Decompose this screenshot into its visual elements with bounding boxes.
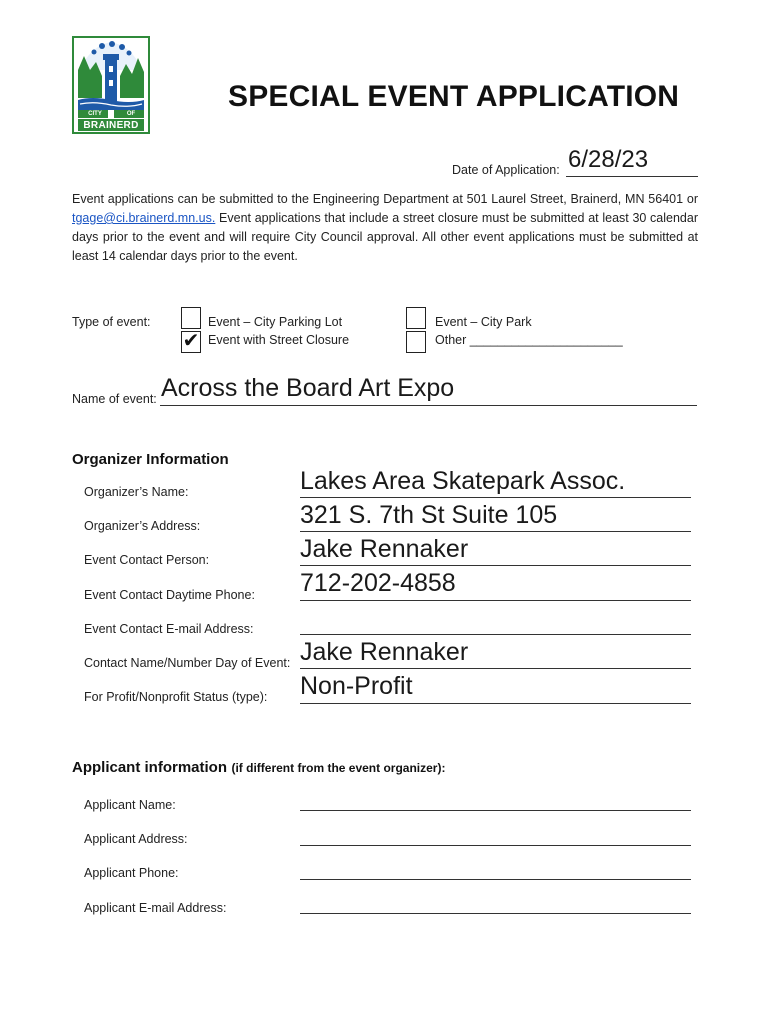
street-closure-option-label: Event with Street Closure — [208, 333, 350, 347]
applicant-phone-line — [300, 879, 691, 880]
event-contact-person-value[interactable]: Jake Rennaker — [300, 535, 469, 563]
email-link[interactable]: tgage@ci.brainerd.mn.us. — [72, 211, 216, 225]
profit-status-label: For Profit/Nonprofit Status (type): — [84, 690, 268, 704]
event-contact-person-label: Event Contact Person: — [84, 553, 210, 567]
day-of-event-contact-value[interactable]: Jake Rennaker — [300, 638, 469, 666]
date-of-application-value[interactable]: 6/28/23 — [568, 146, 649, 173]
organizer-section-heading: Organizer Information — [72, 451, 229, 468]
applicant-address-label: Applicant Address: — [84, 832, 188, 846]
event-contact-email-label: Event Contact E-mail Address: — [84, 622, 254, 636]
intro-text-after-link: Event applications that include a street closure must be submitted at least 30 calendar days prior to the event and will require City Council approval. All other event applications must be submitted at least 14 calendar days prior to the event. — [72, 211, 698, 263]
applicant-name-line — [300, 810, 691, 811]
city-park-checkbox[interactable] — [406, 307, 426, 329]
parking-lot-option-label: Event – City Parking Lot — [208, 315, 343, 329]
other-checkbox[interactable] — [406, 331, 426, 353]
organizer-name-label: Organizer’s Name: — [84, 485, 189, 499]
applicant-address-line — [300, 845, 691, 846]
parking-lot-checkbox[interactable] — [181, 307, 201, 329]
organizer-address-value[interactable]: 321 S. 7th St Suite 105 — [300, 501, 558, 529]
intro-text-before-link: Event applications can be submitted to the Engineering Department at 501 Laurel Street, Brainerd, MN 56401 or — [72, 192, 698, 206]
date-of-application-line — [566, 176, 698, 177]
event-contact-phone-label: Event Contact Daytime Phone: — [84, 588, 255, 602]
intro-paragraph — [72, 190, 698, 266]
type-of-event-label: Type of event: — [72, 315, 151, 329]
event-contact-person-line — [300, 565, 691, 566]
event-name-value[interactable]: Across the Board Art Expo — [161, 374, 455, 402]
organizer-address-label: Organizer’s Address: — [84, 519, 201, 533]
profit-status-value[interactable]: Non-Profit — [300, 672, 413, 700]
day-of-event-contact-label: Contact Name/Number Day of Event: — [84, 656, 291, 670]
organizer-address-line — [300, 531, 691, 532]
city-of-brainerd-logo — [72, 36, 150, 134]
day-of-event-contact-line — [300, 668, 691, 669]
organizer-name-line — [300, 497, 691, 498]
applicant-name-label: Applicant Name: — [84, 798, 176, 812]
applicant-email-label: Applicant E-mail Address: — [84, 901, 227, 915]
event-contact-email-line — [300, 634, 691, 635]
other-option-label: Other ______________________ — [435, 333, 623, 347]
logo-text-city: CITY — [88, 111, 102, 117]
logo-text-of: OF — [126, 111, 136, 117]
applicant-phone-label: Applicant Phone: — [84, 866, 179, 880]
applicant-heading-note: (if different from the event organizer): — [231, 761, 446, 775]
profit-status-line — [300, 703, 691, 704]
applicant-section-heading — [72, 759, 445, 777]
logo-text-brainerd: BRAINERD — [83, 120, 139, 131]
organizer-name-value[interactable]: Lakes Area Skatepark Assoc. — [300, 467, 626, 495]
event-contact-phone-line — [300, 600, 691, 601]
event-name-label: Name of event: — [72, 392, 157, 406]
event-contact-phone-value[interactable]: 712-202-4858 — [300, 569, 456, 597]
applicant-email-line — [300, 913, 691, 914]
page-title: SPECIAL EVENT APPLICATION — [228, 80, 680, 113]
street-closure-checkbox[interactable]: ✔ — [182, 330, 200, 352]
date-of-application-label: Date of Application: — [452, 163, 560, 177]
applicant-heading-text: Applicant information — [72, 759, 227, 776]
city-park-option-label: Event – City Park — [435, 315, 532, 329]
event-name-line — [160, 405, 697, 406]
